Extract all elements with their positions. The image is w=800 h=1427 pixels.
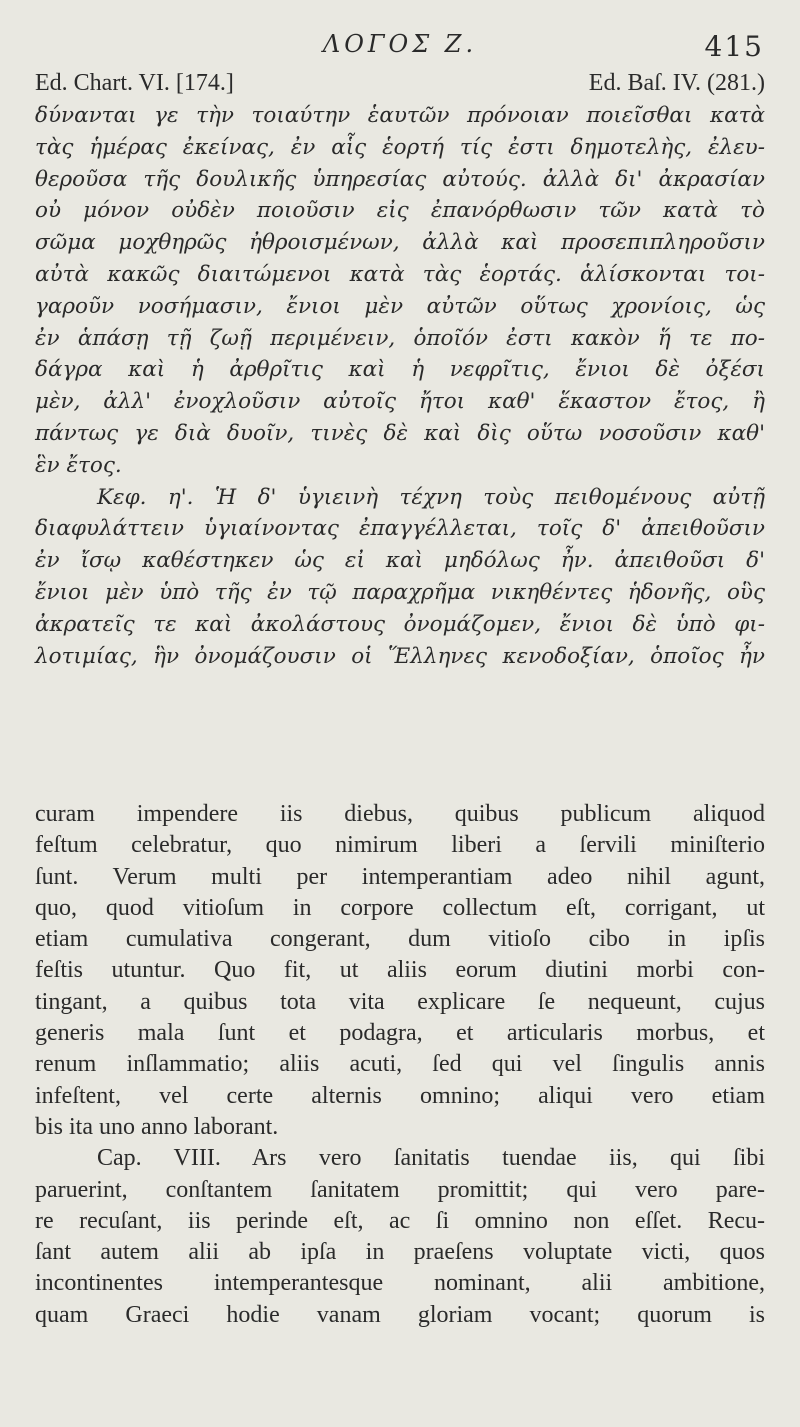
latin-line: feſtis utuntur. Quo fit, ut aliis eorum diutini morbi con-: [35, 957, 765, 984]
latin-line: tingant, a quibus tota vita explicare ſe nequeunt, cujus: [35, 988, 765, 1015]
latin-line: curam impendere iis diebus, quibus publicum aliquod: [35, 801, 765, 827]
edition-basel-reference: Ed. Baſ. IV. (281.): [588, 70, 765, 96]
running-head: [0, 30, 800, 70]
latin-line: incontinentes intemperantesque nominant, alii ambitione,: [35, 1270, 765, 1297]
greek-text-block: [35, 100, 765, 672]
page-number: 415: [704, 30, 764, 63]
greek-chapter-heading-line: Κεφ. η'. Ἡ δ' ὑγιεινὴ τέχνη τοὺς πειθομένους αὐτῇ: [97, 484, 765, 510]
latin-text-block: [35, 799, 765, 1331]
greek-line: ἔνιοι μὲν ὑπὸ τῆς ἐν τῷ παραχρῆμα νικηθέντες ἡδονῆς, οὓς: [35, 579, 765, 605]
latin-line: etiam cumulativa congerant, dum vitioſo cibo in ipſis: [35, 926, 765, 953]
running-head-title: ΛΟΓΟΣ Ζ.: [322, 30, 478, 58]
greek-line: τὰς ἡμέρας ἐκείνας, ἐν αἷς ἑορτή τίς ἐστι δημοτελὴς, ἐλευ-: [35, 134, 765, 160]
latin-line: feſtum celebratur, quo nimirum liberi a ſervili miniſterio: [35, 832, 765, 859]
edition-references: [35, 70, 765, 100]
latin-line: infeſtent, vel certe alternis omnino; aliqui vero etiam: [35, 1082, 765, 1109]
greek-line: ἐν ἁπάσῃ τῇ ζωῇ περιμένειν, ὁποῖόν ἐστι κακὸν ἥ τε πο-: [35, 325, 765, 351]
latin-line: paruerint, conſtantem ſanitatem promittit; qui vero pare-: [35, 1176, 765, 1203]
greek-line: γαροῦν νοσήμασιν, ἔνιοι μὲν αὐτῶν οὕτως χρονίοις, ὡς: [35, 293, 765, 319]
greek-line: πάντως γε διὰ δυοῖν, τινὲς δὲ καὶ δὶς οὕτω νοσοῦσιν καθ': [35, 420, 765, 446]
greek-line: ἀκρατεῖς τε καὶ ἀκολάστους ὀνομάζομεν, ἔνιοι δὲ ὑπὸ φι-: [35, 611, 765, 637]
edition-chartier-reference: Ed. Chart. VI. [174.]: [35, 70, 234, 96]
greek-line: λοτιμίας, ἣν ὀνομάζουσιν οἱ Ἕλληνες κενοδοξίαν, ὁποῖος ἦν: [35, 643, 765, 669]
greek-line: οὐ μόνον οὐδὲν ποιοῦσιν εἰς ἐπανόρθωσιν τῶν κατὰ τὸ: [35, 198, 765, 224]
greek-line: ἐν ἴσῳ καθέστηκεν ὡς εἰ καὶ μηδόλως ἦν. ἀπειθοῦσι δ': [35, 548, 765, 574]
latin-line: bis ita uno anno laborant.: [35, 1113, 279, 1140]
greek-line: διαφυλάττειν ὑγιαίνοντας ἐπαγγέλλεται, τοῖς δ' ἀπειθοῦσιν: [35, 516, 765, 542]
greek-line: αὐτὰ κακῶς διαιτώμενοι κατὰ τὰς ἑορτάς. ἁλίσκονται τοι-: [35, 261, 765, 287]
greek-line: ἓν ἔτος.: [35, 452, 122, 478]
latin-line: quo, quod vitioſum in corpore collectum eſt, corrigant, ut: [35, 894, 765, 921]
latin-line: ſant autem alii ab ipſa in praeſens voluptate victi, quos: [35, 1239, 765, 1266]
greek-line: δύνανται γε τὴν τοιαύτην ἑαυτῶν πρόνοιαν ποιεῖσθαι κατὰ: [35, 103, 765, 128]
greek-line: θεροῦσα τῆς δουλικῆς ὑπηρεσίας αὐτούς. ἀλλὰ δι' ἀκρασίαν: [35, 166, 765, 192]
latin-line: ſunt. Verum multi per intemperantiam adeo nihil agunt,: [35, 863, 765, 890]
latin-line: quam Graeci hodie vanam gloriam vocant; quorum is: [35, 1301, 765, 1328]
latin-line: re recuſant, iis perinde eſt, ac ſi omnino non eſſet. Recu-: [35, 1207, 765, 1234]
greek-line: δάγρα καὶ ἡ ἀρθρῖτις καὶ ἡ νεφρῖτις, ἔνιοι δὲ ὀξέσι: [35, 357, 765, 383]
greek-line: μὲν, ἀλλ' ἐνοχλοῦσιν αὐτοῖς ἤτοι καθ' ἕκαστον ἔτος, ἢ: [35, 389, 765, 415]
latin-line: renum inſlammatio; aliis acuti, ſed qui vel ſingulis annis: [35, 1051, 765, 1078]
latin-line: generis mala ſunt et podagra, et articularis morbus, et: [35, 1020, 765, 1047]
greek-line: σῶμα μοχθηρῶς ἠθροισμένων, ἀλλὰ καὶ προσεπιπληροῦσιν: [35, 230, 765, 256]
latin-chapter-heading-line: Cap. VIII. Ars vero ſanitatis tuendae iis, qui ſibi: [97, 1145, 765, 1172]
